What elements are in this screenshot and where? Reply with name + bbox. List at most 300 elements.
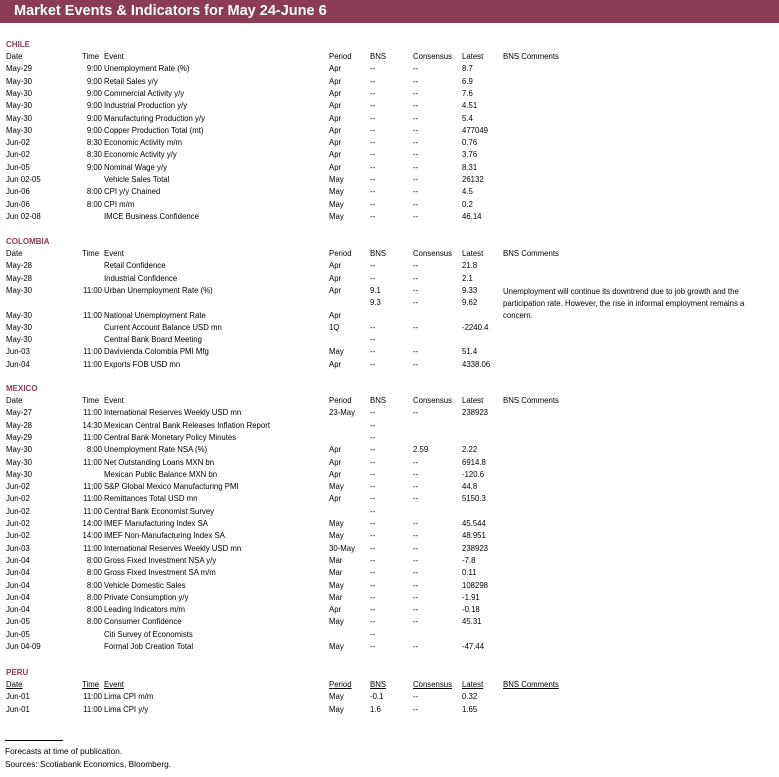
row-time: 8:00 <box>86 445 102 455</box>
row-time: 11:00 <box>83 359 102 369</box>
row-date: May-30 <box>6 101 32 111</box>
row-bns: -- <box>370 64 376 74</box>
row-consensus: -- <box>413 555 419 565</box>
footnote-forecasts: Forecasts at time of publication. <box>5 746 123 756</box>
row-date: Jun-04 <box>6 555 30 565</box>
row-period: Apr <box>329 469 342 479</box>
row-bns: -- <box>370 199 376 209</box>
row-event: Net Outstanding Loans MXN bn <box>104 457 215 467</box>
row-event: Economic Activity y/y <box>104 150 177 160</box>
column-header-date: Date <box>6 249 23 258</box>
row-date: May-30 <box>6 457 32 467</box>
row-date: May-30 <box>6 88 32 98</box>
row-date: Jun-02 <box>6 519 30 528</box>
row-latest: -1.91 <box>462 592 480 602</box>
row-event: Urban Unemployment Rate (%) <box>104 285 213 295</box>
row-date: Jun-01 <box>6 692 30 702</box>
row-time: 9:00 <box>86 162 102 172</box>
row-latest: 51.4 <box>462 347 478 357</box>
row-time: 8:00 <box>86 187 102 197</box>
row-event: National Unemployment Rate <box>104 310 206 320</box>
row-date: Jun-06 <box>6 187 30 197</box>
row-bns: -- <box>370 568 376 578</box>
column-header-comments: BNS Comments <box>503 680 559 689</box>
row-date: Jun 02-08 <box>6 211 41 221</box>
title-banner <box>0 0 779 23</box>
section-title: CHILE <box>6 40 30 49</box>
row-consensus: -- <box>413 76 419 86</box>
column-header-date: Date <box>6 396 23 405</box>
column-header-period: Period <box>329 249 352 258</box>
row-bns: -- <box>370 605 376 615</box>
row-period: Apr <box>329 310 342 320</box>
row-event: Nominal Wage y/y <box>104 162 167 172</box>
row-consensus: -- <box>413 408 419 418</box>
column-header-consensus: Consensus <box>413 396 453 405</box>
row-event: Gross Fixed Investment NSA y/y <box>104 555 217 565</box>
row-bns: -- <box>370 555 376 565</box>
row-period: May <box>329 642 344 651</box>
row-period: Apr <box>329 138 342 148</box>
row-date: May-28 <box>6 273 32 283</box>
row-bns: -- <box>370 408 376 418</box>
row-latest: 477049 <box>462 125 489 135</box>
row-time: 11:00 <box>83 692 102 702</box>
row-time: 11:00 <box>83 506 102 516</box>
row-event: Industrial Confidence <box>104 273 178 283</box>
row-event: CPI y/y Chained <box>104 187 161 197</box>
row-event: Retail Sales y/y <box>104 76 158 86</box>
row-latest: 48.951 <box>462 531 486 541</box>
row-latest: 1.65 <box>462 704 478 714</box>
row-consensus: -- <box>413 64 419 74</box>
row-consensus: -- <box>413 692 419 702</box>
row-bns: -- <box>370 322 376 332</box>
row-consensus: -- <box>413 150 419 160</box>
row-period: Apr <box>329 162 342 172</box>
row-consensus: -- <box>413 494 419 504</box>
row-consensus: -- <box>413 580 419 590</box>
row-period: Mar <box>329 592 343 602</box>
row-bns: -- <box>370 125 376 135</box>
row-bns: -- <box>370 506 376 516</box>
row-date: Jun-04 <box>6 580 30 590</box>
row-event: Citi Survey of Economists <box>104 629 193 639</box>
row-event: Economic Activity m/m <box>104 138 182 148</box>
row-date: Jun-04 <box>6 605 30 615</box>
row-consensus: -- <box>413 543 419 553</box>
row-date: Jun-04 <box>6 359 30 369</box>
row-consensus: -- <box>413 273 419 283</box>
row-time: 14:00 <box>82 519 102 528</box>
row-period: May <box>329 199 344 209</box>
row-time: 11:00 <box>83 285 102 295</box>
column-header-latest: Latest <box>462 249 484 258</box>
column-header-bns: BNS <box>370 680 387 689</box>
row-event: Lima CPI y/y <box>104 704 149 714</box>
column-header-comments: BNS Comments <box>503 52 559 61</box>
row-consensus: -- <box>413 298 419 308</box>
row-event: Current Account Balance USD mn <box>104 322 222 332</box>
row-date: Jun-05 <box>6 617 30 627</box>
row-date: Jun-06 <box>6 199 30 209</box>
row-event: Gross Fixed Investment SA m/m <box>104 568 216 578</box>
row-event: Industrial Production y/y <box>104 101 188 111</box>
row-period: May <box>329 519 344 528</box>
section-title: PERU <box>6 668 29 677</box>
row-bns: -- <box>370 482 376 492</box>
row-period: May <box>329 211 344 221</box>
row-time: 11:00 <box>83 543 102 553</box>
row-date: Jun-04 <box>6 592 30 602</box>
row-latest: 2.1 <box>462 273 473 283</box>
row-period: Apr <box>329 76 342 86</box>
row-consensus: -- <box>413 261 419 271</box>
row-time: 14:30 <box>82 420 102 430</box>
row-bns: -- <box>370 519 376 528</box>
row-bns: -- <box>370 617 376 627</box>
row-consensus: -- <box>413 592 419 602</box>
row-event: Vehicle Domestic Sales <box>104 580 186 590</box>
row-time: 11:00 <box>83 704 102 714</box>
row-period: Apr <box>329 359 342 369</box>
row-time: 8:00 <box>86 199 102 209</box>
row-time: 11:00 <box>83 347 102 357</box>
row-consensus: -- <box>413 617 419 627</box>
row-period: May <box>329 692 344 702</box>
column-header-comments: BNS Comments <box>503 396 559 405</box>
row-period: Apr <box>329 494 342 504</box>
row-period: Apr <box>329 285 342 295</box>
row-bns: -- <box>370 335 376 345</box>
row-bns: -- <box>370 76 376 86</box>
section-title: COLOMBIA <box>6 237 50 246</box>
row-latest: 8.7 <box>462 64 473 74</box>
column-header-bns: BNS <box>370 396 387 405</box>
row-date: Jun-01 <box>6 704 30 714</box>
row-time: 11:00 <box>83 457 102 467</box>
row-period: Apr <box>329 150 342 160</box>
row-latest: 5.4 <box>462 113 473 123</box>
column-header-latest: Latest <box>462 396 484 405</box>
row-period: May <box>329 617 344 627</box>
row-event: Consumer Confidence <box>104 617 182 627</box>
column-header-time: Time <box>82 52 100 61</box>
row-time: 8:30 <box>86 150 102 160</box>
row-event: IMEF Manufacturing Index SA <box>104 519 209 528</box>
row-bns: -- <box>370 175 376 184</box>
row-period: 1Q <box>329 322 340 332</box>
row-event: Formal Job Creation Total <box>104 642 194 651</box>
row-bns: -- <box>370 162 376 172</box>
row-consensus: -- <box>413 642 419 651</box>
row-latest: 5150.3 <box>462 494 486 504</box>
row-period: Apr <box>329 64 342 74</box>
row-latest: 108298 <box>462 580 489 590</box>
row-period: May <box>329 531 344 541</box>
row-time: 14:00 <box>82 531 102 541</box>
row-latest: 0.11 <box>462 568 477 578</box>
row-event: International Reserves Weekly USD mn <box>104 543 242 553</box>
row-consensus: -- <box>413 88 419 98</box>
row-latest: 45.31 <box>462 617 482 627</box>
row-event: CPI m/m <box>104 199 135 209</box>
row-time: 8:00 <box>86 580 102 590</box>
row-date: Jun 02-05 <box>6 175 41 184</box>
row-date: May-28 <box>6 420 32 430</box>
row-latest: -47.44 <box>462 642 485 651</box>
row-consensus: -- <box>413 457 419 467</box>
row-bns: 9.1 <box>370 285 381 295</box>
row-date: Jun-02 <box>6 494 30 504</box>
row-consensus: 2.59 <box>413 445 429 455</box>
row-time: 11:00 <box>83 494 102 504</box>
row-latest: 3.76 <box>462 150 478 160</box>
row-period: May <box>329 187 344 197</box>
row-date: May-30 <box>6 285 32 295</box>
row-time: 11:00 <box>83 482 102 492</box>
row-latest: 26132 <box>462 175 484 184</box>
row-time: 8:00 <box>86 568 102 578</box>
column-header-latest: Latest <box>462 52 484 61</box>
section-title: MEXICO <box>6 384 38 393</box>
row-consensus: -- <box>413 162 419 172</box>
bns-comment: Unemployment will continue its downtrend due to job growth and the participation rate. However, the rise in informal employment remains a concern. <box>503 286 745 321</box>
row-latest: -7.8 <box>462 555 476 565</box>
row-consensus: -- <box>413 359 419 369</box>
column-header-consensus: Consensus <box>413 52 453 61</box>
column-header-period: Period <box>329 396 352 405</box>
row-event: Commercial Activity y/y <box>104 88 185 98</box>
row-bns: -- <box>370 347 376 357</box>
row-time: 9:00 <box>86 125 102 135</box>
row-event: Retail Confidence <box>104 261 166 271</box>
column-header-latest: Latest <box>462 680 484 689</box>
row-date: Jun-02 <box>6 150 30 160</box>
column-header-consensus: Consensus <box>413 249 453 258</box>
row-date: Jun-05 <box>6 629 30 639</box>
row-bns: 9.3 <box>370 298 381 308</box>
row-period: May <box>329 347 344 357</box>
row-event: Remittances Total USD mn <box>104 494 198 504</box>
row-period: Apr <box>329 605 342 615</box>
row-period: Apr <box>329 101 342 111</box>
row-consensus: -- <box>413 568 419 578</box>
column-header-time: Time <box>82 249 100 258</box>
row-latest: 238923 <box>462 543 489 553</box>
column-header-event: Event <box>104 680 124 689</box>
row-consensus: -- <box>413 482 419 492</box>
row-period: Apr <box>329 125 342 135</box>
row-period: Mar <box>329 555 343 565</box>
row-bns: -- <box>370 101 376 111</box>
row-event: Lima CPI m/m <box>104 692 154 702</box>
row-time: 9:00 <box>86 64 102 74</box>
column-header-date: Date <box>6 680 23 689</box>
row-latest: 21.8 <box>462 261 478 271</box>
row-latest: -120.6 <box>462 469 485 479</box>
row-bns: 1.6 <box>370 704 381 714</box>
column-header-consensus: Consensus <box>413 680 453 689</box>
page-title: Market Events & Indicators for May 24-June 6 <box>14 3 327 19</box>
row-date: May-29 <box>6 432 32 442</box>
row-date: Jun-03 <box>6 543 30 553</box>
row-event: Unemployment Rate (%) <box>104 64 190 74</box>
row-time: 8:00 <box>86 617 102 627</box>
row-bns: -- <box>370 150 376 160</box>
row-consensus: -- <box>413 531 419 541</box>
row-consensus: -- <box>413 519 419 528</box>
row-period: Mar <box>329 568 343 578</box>
row-consensus: -- <box>413 469 419 479</box>
row-consensus: -- <box>413 704 419 714</box>
row-date: May-30 <box>6 469 32 479</box>
row-date: Jun-04 <box>6 568 30 578</box>
row-bns: -- <box>370 580 376 590</box>
row-latest: 45.544 <box>462 519 486 528</box>
row-latest: 0.76 <box>462 138 478 148</box>
row-date: May-30 <box>6 335 32 345</box>
column-header-event: Event <box>104 396 124 405</box>
row-bns: -- <box>370 113 376 123</box>
row-event: Central Bank Monetary Policy Minutes <box>104 432 237 442</box>
row-latest: -2240.4 <box>462 322 489 332</box>
row-bns: -- <box>370 494 376 504</box>
row-event: Manufacturing Production y/y <box>104 113 205 123</box>
row-consensus: -- <box>413 322 419 332</box>
row-date: May-30 <box>6 125 32 135</box>
row-period: Apr <box>329 457 342 467</box>
row-period: May <box>329 704 344 714</box>
row-latest: 238923 <box>462 408 489 418</box>
row-latest: 4.51 <box>462 101 478 111</box>
row-latest: 44.8 <box>462 482 478 492</box>
row-consensus: -- <box>413 125 419 135</box>
row-event: Exports FOB USD mn <box>104 359 181 369</box>
row-latest: 6.9 <box>462 76 473 86</box>
row-time: 8:30 <box>86 138 102 148</box>
column-header-bns: BNS <box>370 249 387 258</box>
row-bns: -- <box>370 138 376 148</box>
row-time: 9:00 <box>86 76 102 86</box>
row-bns: -- <box>370 420 376 430</box>
row-date: May-30 <box>6 310 32 320</box>
row-date: Jun-02 <box>6 482 30 492</box>
row-event: International Reserves Weekly USD mn <box>104 408 242 418</box>
row-date: May-30 <box>6 322 32 332</box>
row-time: 9:00 <box>86 101 102 111</box>
row-consensus: -- <box>413 113 419 123</box>
row-latest: 9.33 <box>462 285 478 295</box>
footnote-sources: Sources: Scotiabank Economics, Bloomberg. <box>5 759 172 769</box>
row-date: May-30 <box>6 76 32 86</box>
row-event: Central Bank Board Meeting <box>104 335 202 345</box>
row-consensus: -- <box>413 605 419 615</box>
row-consensus: -- <box>413 347 419 357</box>
row-date: May-27 <box>6 408 32 418</box>
row-bns: -- <box>370 187 376 197</box>
row-latest: 6914.8 <box>462 457 486 467</box>
row-consensus: -- <box>413 187 419 197</box>
row-consensus: -- <box>413 101 419 111</box>
row-latest: 4.5 <box>462 187 473 197</box>
row-event: IMCE Business Confidence <box>104 211 199 221</box>
row-time: 8:00 <box>86 605 102 615</box>
row-latest: 0.32 <box>462 692 478 702</box>
row-latest: 2.22 <box>462 445 478 455</box>
column-header-period: Period <box>329 680 352 689</box>
row-event: Davivienda Colombia PMI Mfg <box>104 347 209 357</box>
row-event: Central Bank Economist Survey <box>104 506 215 516</box>
row-time: 11:00 <box>83 432 102 442</box>
column-header-time: Time <box>82 680 100 689</box>
row-date: Jun-03 <box>6 347 30 357</box>
row-bns: -- <box>370 273 376 283</box>
row-bns: -- <box>370 261 376 271</box>
row-event: Private Consumption y/y <box>104 592 189 602</box>
footnote-rule <box>5 740 63 741</box>
row-bns: -- <box>370 211 376 221</box>
row-time: 8:00 <box>86 555 102 565</box>
row-time: 11:00 <box>83 310 102 320</box>
row-time: 11:00 <box>83 408 102 418</box>
column-header-date: Date <box>6 52 23 61</box>
row-latest: 0.2 <box>462 199 473 209</box>
row-time: 8:00 <box>86 592 102 602</box>
row-date: Jun-02 <box>6 506 30 516</box>
row-time: 9:00 <box>86 113 102 123</box>
row-bns: -- <box>370 359 376 369</box>
column-header-event: Event <box>104 249 124 258</box>
row-consensus: -- <box>413 199 419 209</box>
row-event: Mexican Public Balance MXN bn <box>104 469 218 479</box>
row-bns: -- <box>370 592 376 602</box>
row-bns: -- <box>370 469 376 479</box>
row-bns: -- <box>370 432 376 442</box>
row-date: Jun-05 <box>6 162 30 172</box>
row-event: S&P Global Mexico Manufacturing PMI <box>104 482 239 492</box>
row-period: Apr <box>329 113 342 123</box>
row-event: Unemployment Rate NSA (%) <box>104 445 208 455</box>
row-period: May <box>329 482 344 492</box>
row-bns: -- <box>370 629 376 639</box>
row-time: 9:00 <box>86 88 102 98</box>
row-latest: -0.18 <box>462 605 480 615</box>
row-date: May-28 <box>6 261 32 271</box>
row-period: 23-May <box>329 408 355 418</box>
row-bns: -- <box>370 531 376 541</box>
row-period: Apr <box>329 88 342 98</box>
column-header-time: Time <box>82 396 100 405</box>
row-consensus: -- <box>413 211 419 221</box>
row-event: Mexican Central Bank Releases Inflation Report <box>104 420 270 430</box>
row-consensus: -- <box>413 138 419 148</box>
row-period: Apr <box>329 261 342 271</box>
row-bns: -- <box>370 642 376 651</box>
row-period: May <box>329 175 344 184</box>
row-consensus: -- <box>413 175 419 184</box>
row-date: May-29 <box>6 64 32 74</box>
row-date: Jun-02 <box>6 531 30 541</box>
row-period: 30-May <box>329 543 355 553</box>
row-period: Apr <box>329 445 342 455</box>
column-header-comments: BNS Comments <box>503 249 559 258</box>
row-event: Copper Production Total (mt) <box>104 125 204 135</box>
row-bns: -- <box>370 543 376 553</box>
row-event: IMEF Non-Manufacturing Index SA <box>104 531 225 541</box>
row-period: Apr <box>329 273 342 283</box>
row-latest: 46.14 <box>462 211 482 221</box>
